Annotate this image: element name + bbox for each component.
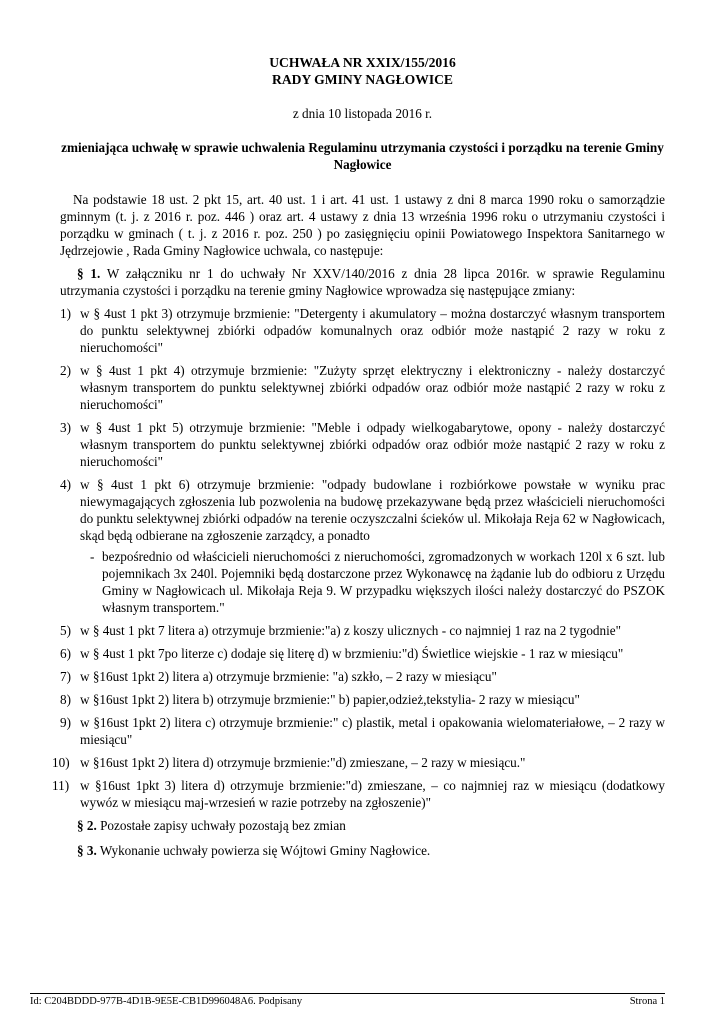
section-3-label: § 3.: [77, 843, 97, 858]
section-1: [60, 265, 665, 299]
title-line-2: RADY GMINY NAGŁOWICE: [272, 72, 453, 87]
item-text: w §16ust 1pkt 2) litera a) otrzymuje brzmienie: "a) szkło, – 2 razy w miesiącu": [80, 669, 497, 684]
section-2-label: § 2.: [77, 818, 97, 833]
item-text: w §16ust 1pkt 3) litera d) otrzymuje brzmienie:"d) zmieszane, – co najmniej raz w miesiącu (dodatkowy wywóz w miesiącu maj-wrzesień w razie potrzeby na zgłoszenie)": [80, 778, 665, 810]
item-text: w § 4ust 1 pkt 4) otrzymuje brzmienie: "Zużyty sprzęt elektryczny i elektroniczny - należy dostarczyć własnym transportem do punktu selektywnej zbiórki odpadów oraz odbiór może nastąpić 2 razy w roku z nieruchomości": [80, 363, 665, 412]
list-item: [60, 362, 665, 413]
item-text: w §16ust 1pkt 2) litera b) otrzymuje brzmienie:" b) papier,odzież,tekstylia- 2 razy w miesiącu": [80, 692, 580, 707]
amendments-list: [52, 305, 665, 811]
list-item: [60, 645, 665, 662]
resolution-subject: zmieniająca uchwałę w sprawie uchwalenia Regulaminu utrzymania czystości i porządku na terenie Gminy Nagłowice: [61, 140, 664, 172]
preamble: Na podstawie 18 ust. 2 pkt 15, art. 40 ust. 1 i art. 41 ust. 1 ustawy z dni 8 marca 1990 roku o samorządzie gminnym (t. j. z 2016 r. poz. 446 ) oraz art. 4 ustawy z dnia 13 września 1996 roku o utrzymaniu czystości i porządku w gminach ( t. j. z 2016 r. poz. 250 ) po zasięgnięciu opinii Powiatowego Inspektora Sanitarnego w Jędrzejowie , Rada Gminy Nagłowice uchwala, co następuje:: [60, 192, 665, 258]
item-text: w §16ust 1pkt 2) litera d) otrzymuje brzmienie:"d) zmieszane, – 2 razy w miesiącu.": [80, 755, 526, 770]
item-number: 1): [60, 306, 71, 321]
page-number: Strona 1: [629, 996, 665, 1007]
page-footer: [30, 996, 665, 1007]
item-number: 11): [52, 778, 70, 793]
resolution-title: [60, 54, 665, 88]
item-number: 5): [60, 623, 71, 638]
document-page: [52, 50, 665, 859]
list-item: [60, 668, 665, 685]
list-item: [60, 476, 665, 616]
list-item: [60, 622, 665, 639]
item-text: w § 4ust 1 pkt 5) otrzymuje brzmienie: "Meble i odpady wielkogabarytowe, opony - należy dostarczyć własnym transportem do punktu selektywnej zbiórki odpadów oraz odbiór może nastąpić 2 razy w roku z nieruchomości": [80, 420, 665, 469]
list-item: [60, 305, 665, 356]
item-number: 6): [60, 646, 71, 661]
section-2: [60, 817, 665, 834]
section-1-text: W załączniku nr 1 do uchwały Nr XXV/140/2016 z dnia 28 lipca 2016r. w sprawie Regulaminu utrzymania czystości i porządku na terenie gminy Nagłowice wprowadza się następujące zmiany:: [60, 266, 665, 298]
item-number: 2): [60, 363, 71, 378]
sub-item: [90, 548, 665, 616]
item-number: 9): [60, 715, 71, 730]
section-3: [60, 842, 665, 859]
item-text: w §16ust 1pkt 2) litera c) otrzymuje brzmienie:" c) plastik, metal i opakowania wielomateriałowe, – 2 razy w miesiącu": [80, 715, 665, 747]
document-id: Id: C204BDDD-977B-4D1B-9E5E-CB1D996048A6. Podpisany: [30, 996, 303, 1007]
sub-item-text: bezpośrednio od właścicieli nieruchomości z nieruchomości, zgromadzonych w workach 120l x 6 szt. lub pojemnikach 3x 240l. Pojemniki będą dostarczone przez Wykonawcę na żądanie lub do odbioru z Urzędu Gminy w Nagłowicach ul. Mikołaja Reja 9. W przypadku większych ilości należy dostarczyć do PSZOK własnym transportem.": [102, 549, 665, 615]
item-text: w § 4ust 1 pkt 3) otrzymuje brzmienie: "Detergenty i akumulatory – można dostarczyć własnym transportem do punktu selektywnej zbiórki odpadów komunalnych oraz odbiór może nastąpić 2 razy w roku z nieruchomości": [80, 306, 665, 355]
item-number: 3): [60, 420, 71, 435]
item-number: 7): [60, 669, 71, 684]
list-item: [60, 714, 665, 748]
item-text: w § 4ust 1 pkt 7 litera a) otrzymuje brzmienie:"a) z koszy ulicznych - co najmniej 1 raz na 2 tygodnie": [80, 623, 622, 638]
item-number: 10): [52, 755, 70, 770]
list-item: [52, 777, 665, 811]
section-3-text: Wykonanie uchwały powierza się Wójtowi Gminy Nagłowice.: [96, 843, 431, 858]
dash-marker: -: [90, 549, 95, 564]
item-text: w § 4ust 1 pkt 6) otrzymuje brzmienie: "odpady budowlane i rozbiórkowe powstałe w wyniku prac niewymagających zgłoszenia lub pozwolenia na budowę przekazywane będą przez właścicieli nieruchomości do punktu selektywnej zbiórki odpadów na terenie oczyszczalni ścieków ul. Mikołaja Reja 62 w Nagłowicach, skąd będą odbierane na zgłoszenie zarządcy, a ponadto: [80, 477, 665, 543]
list-item: [60, 419, 665, 470]
item-number: 8): [60, 692, 71, 707]
resolution-date: z dnia 10 listopada 2016 r.: [292, 106, 433, 121]
list-item: [60, 691, 665, 708]
section-2-text: Pozostałe zapisy uchwały pozostają bez zmian: [96, 818, 346, 833]
item-number: 4): [60, 477, 71, 492]
item-text: w § 4ust 1 pkt 7po literze c) dodaje się literę d) w brzmieniu:"d) Świetlice wiejskie - 1 raz w miesiącu": [80, 646, 624, 661]
footer-divider: [30, 993, 665, 994]
section-1-label: § 1.: [77, 266, 101, 281]
title-line-1: UCHWAŁA NR XXIX/155/2016: [269, 55, 456, 70]
list-item: [52, 754, 665, 771]
